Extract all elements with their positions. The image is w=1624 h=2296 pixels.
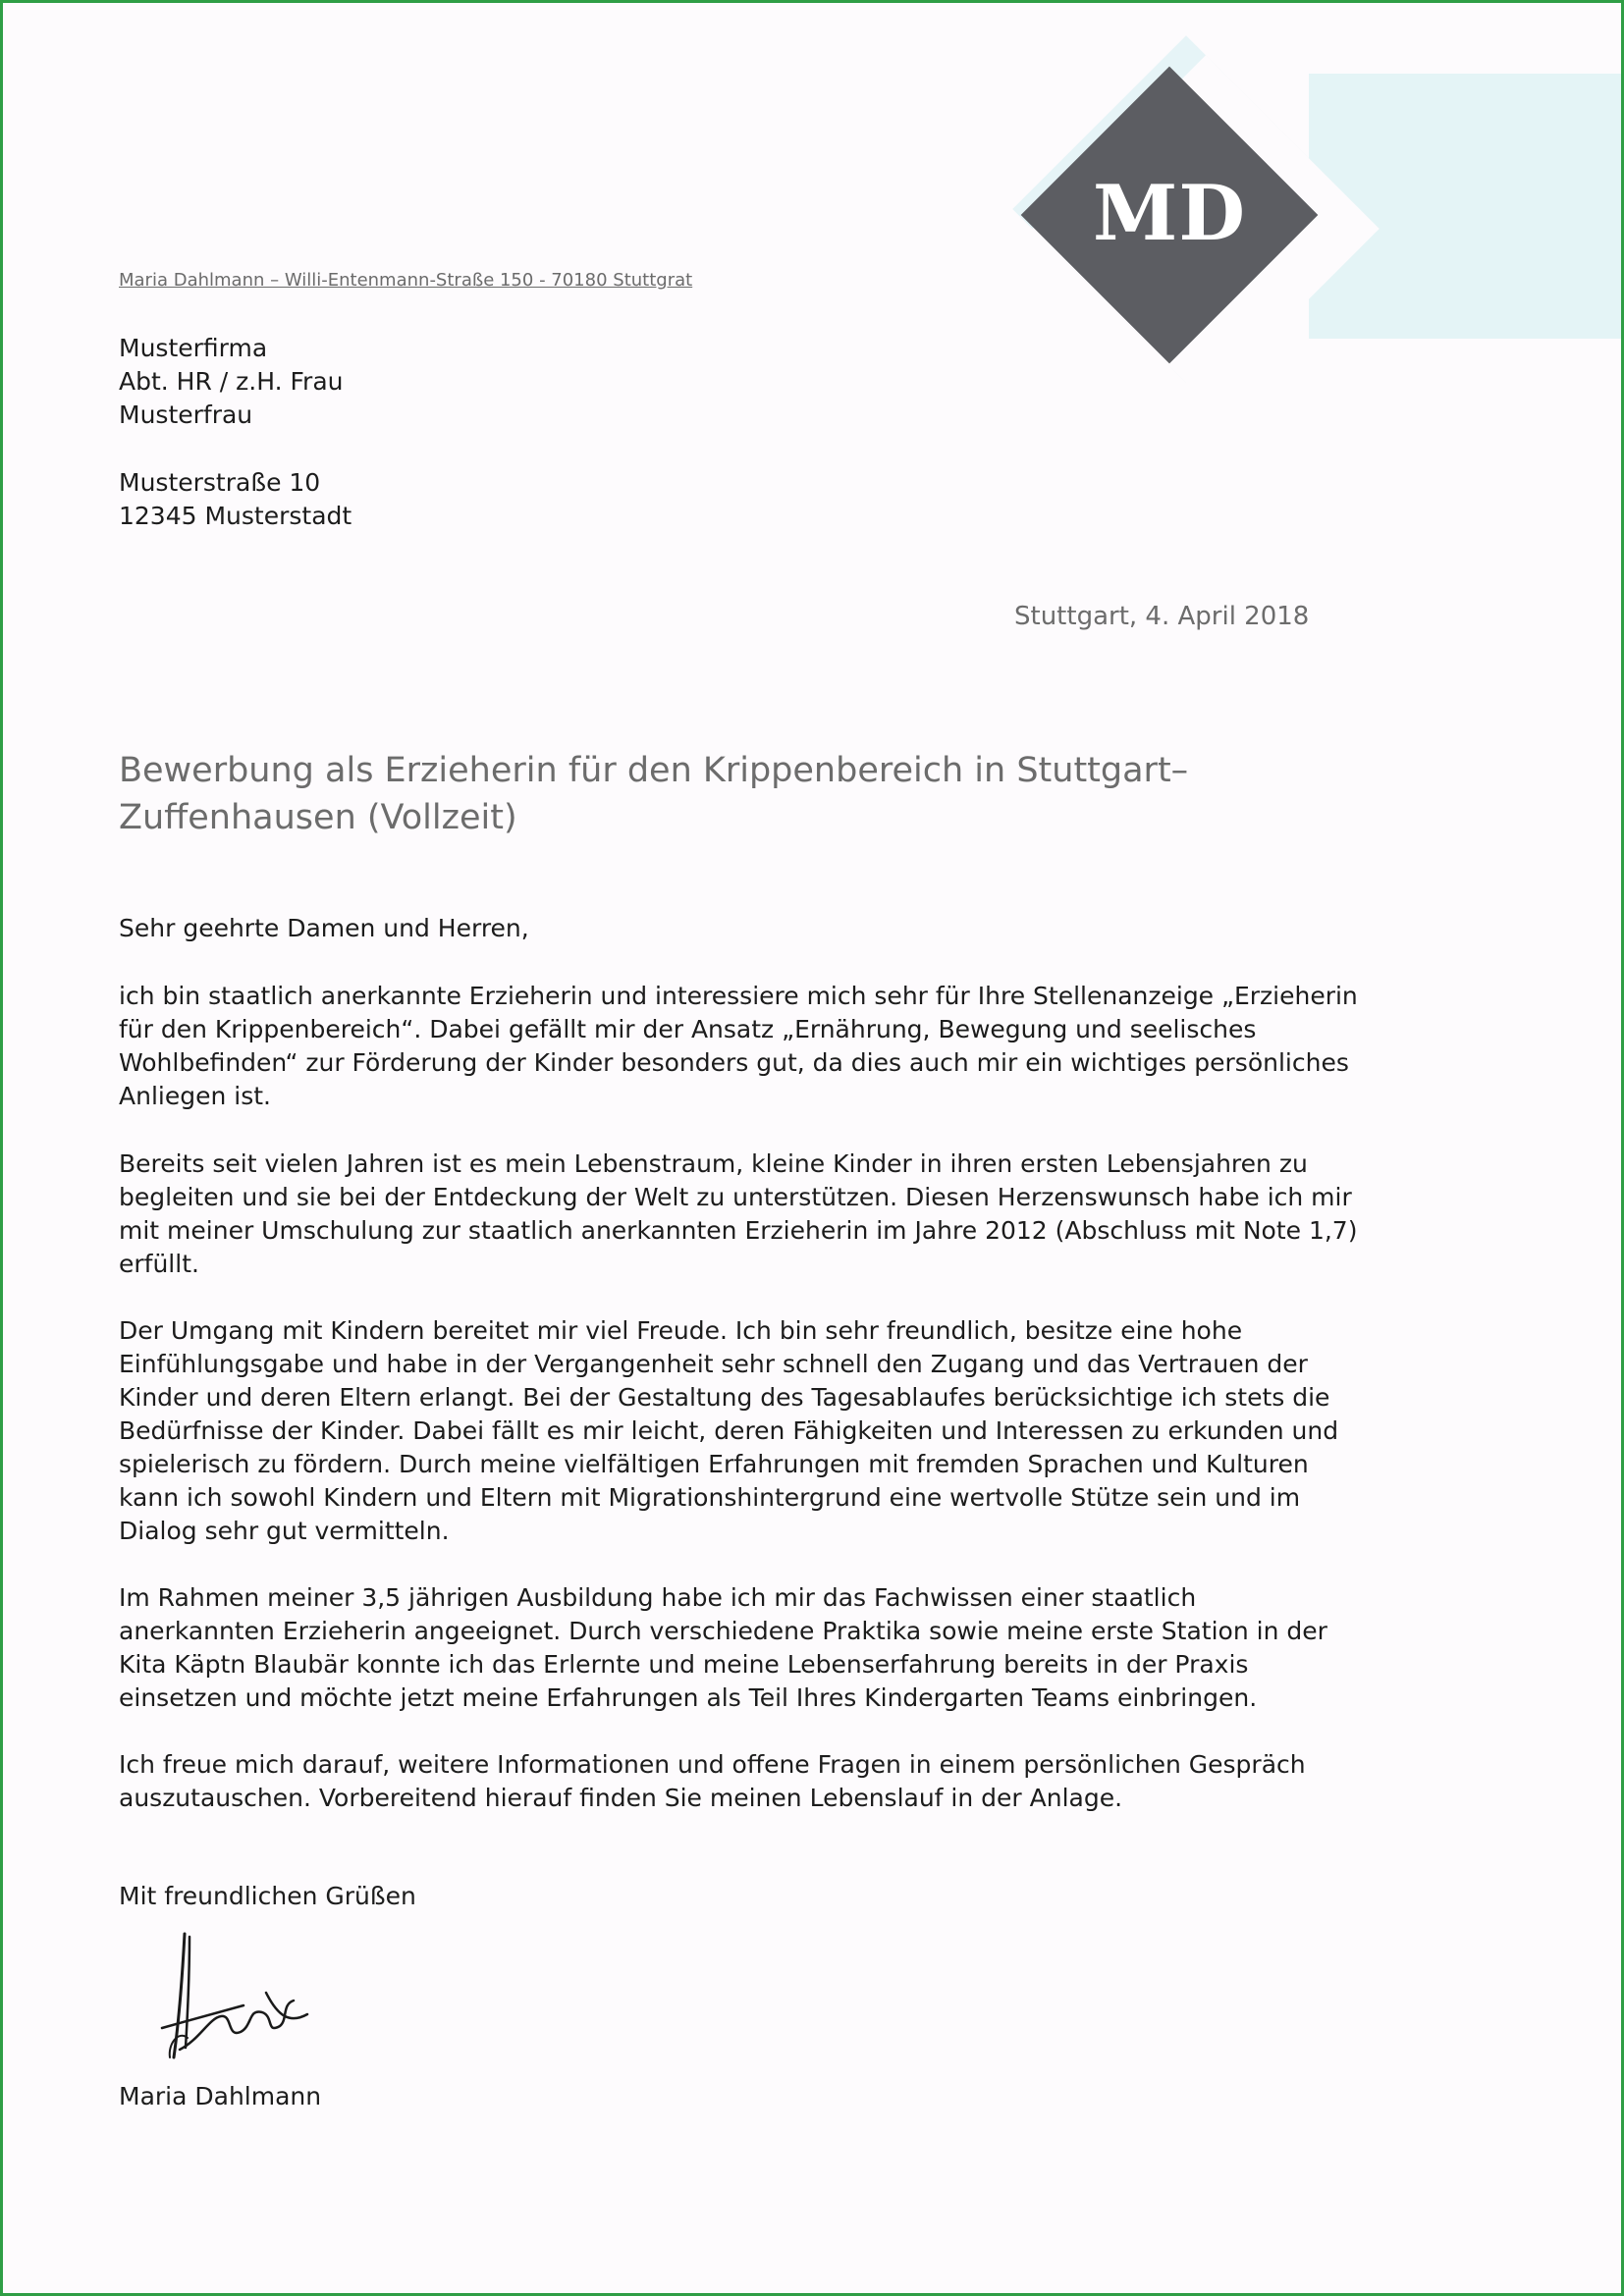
paragraph-line: spielerisch zu fördern. Durch meine vielfältigen Erfahrungen mit fremden Sprachen und Kulturen [119, 1450, 1309, 1478]
handwritten-signature [150, 1922, 317, 2069]
paragraph-line: auszutauschen. Vorbereitend hierauf finden Sie meinen Lebenslauf in der Anlage. [119, 1784, 1123, 1812]
paragraph-line: mit meiner Umschulung zur staatlich anerkannten Erzieherin im Jahre 2012 (Abschluss mit Note 1,7) [119, 1216, 1358, 1245]
sender-return-line: Maria Dahlmann – Willi-Entenmann-Straße 150 - 70180 Stuttgrat [119, 270, 693, 291]
recipient-address-block [119, 466, 352, 533]
recipient-street: Musterstraße 10 [119, 468, 321, 497]
paragraph-line: begleiten und sie bei der Entdeckung der Welt zu unterstützen. Diesen Herzenswunsch habe ich mir [119, 1183, 1352, 1211]
paragraph-line: anerkannten Erzieherin angeeignet. Durch verschiedene Praktika sowie meine erste Station in der [119, 1617, 1327, 1645]
paragraph-line: kann ich sowohl Kindern und Eltern mit Migrationshintergrund eine wertvolle Stütze sein und im [119, 1483, 1301, 1512]
recipient-city: 12345 Musterstadt [119, 502, 352, 530]
paragraph-line: Der Umgang mit Kindern bereitet mir viel Freude. Ich bin sehr freundlich, besitze eine hohe [119, 1316, 1243, 1345]
paragraph-line: einsetzen und möchte jetzt meine Erfahrungen als Teil Ihres Kindergarten Teams einbringen. [119, 1683, 1258, 1712]
paragraph-line: Bedürfnisse der Kinder. Dabei fällt es mir leicht, deren Fähigkeiten und Interessen zu erkunden und [119, 1416, 1339, 1445]
paragraph-line: Kita Käptn Blaubär konnte ich das Erlernte und meine Lebenserfahrung bereits in der Praxis [119, 1650, 1249, 1679]
signer-name: Maria Dahlmann [119, 2082, 322, 2110]
body-paragraph-1 [119, 980, 1493, 1113]
paragraph-line: Bereits seit vielen Jahren ist es mein Lebenstraum, kleine Kinder in ihren ersten Lebensjahren zu [119, 1149, 1308, 1178]
body-paragraph-5 [119, 1748, 1493, 1815]
recipient-line: Abt. HR / z.H. Frau [119, 367, 344, 396]
paragraph-line: Einfühlungsgabe und habe in der Vergangenheit sehr schnell den Zugang und das Vertrauen der [119, 1350, 1308, 1378]
recipient-name-block [119, 332, 343, 432]
subject-line: Bewerbung als Erzieherin für den Krippenbereich in Stuttgart– [119, 751, 1189, 790]
letter-date: Stuttgart, 4. April 2018 [1014, 602, 1310, 631]
logo-initials: MD [1093, 169, 1246, 258]
paragraph-line: Dialog sehr gut vermitteln. [119, 1517, 450, 1545]
paragraph-line: Im Rahmen meiner 3,5 jährigen Ausbildung habe ich mir das Fachwissen einer staatlich [119, 1583, 1197, 1612]
paragraph-line: erfüllt. [119, 1250, 199, 1278]
recipient-line: Musterfrau [119, 400, 253, 429]
paragraph-line: Kinder und deren Eltern erlangt. Bei der Gestaltung des Tagesablaufes berücksichtige ich stets die [119, 1383, 1330, 1412]
recipient-line: Musterfirma [119, 334, 268, 362]
body-paragraph-4 [119, 1581, 1493, 1715]
letter-subject [119, 747, 1395, 841]
paragraph-line: Anliegen ist. [119, 1082, 271, 1110]
body-paragraph-3 [119, 1314, 1493, 1548]
paragraph-line: Wohlbefinden“ zur Förderung der Kinder besonders gut, da dies auch mir ein wichtiges persönliches [119, 1048, 1349, 1077]
paragraph-line: für den Krippenbereich“. Dabei gefällt mir der Ansatz „Ernährung, Bewegung und seelisches [119, 1015, 1257, 1043]
closing-phrase: Mit freundlichen Grüßen [119, 1882, 416, 1910]
paragraph-line: ich bin staatlich anerkannte Erzieherin und interessiere mich sehr für Ihre Stellenanzeige „Erzieherin [119, 982, 1358, 1010]
salutation: Sehr geehrte Damen und Herren, [119, 914, 529, 942]
subject-line: Zuffenhausen (Vollzeit) [119, 798, 517, 837]
body-paragraph-2 [119, 1148, 1493, 1281]
paragraph-line: Ich freue mich darauf, weitere Informationen und offene Fragen in einem persönlichen Gespräch [119, 1750, 1306, 1779]
